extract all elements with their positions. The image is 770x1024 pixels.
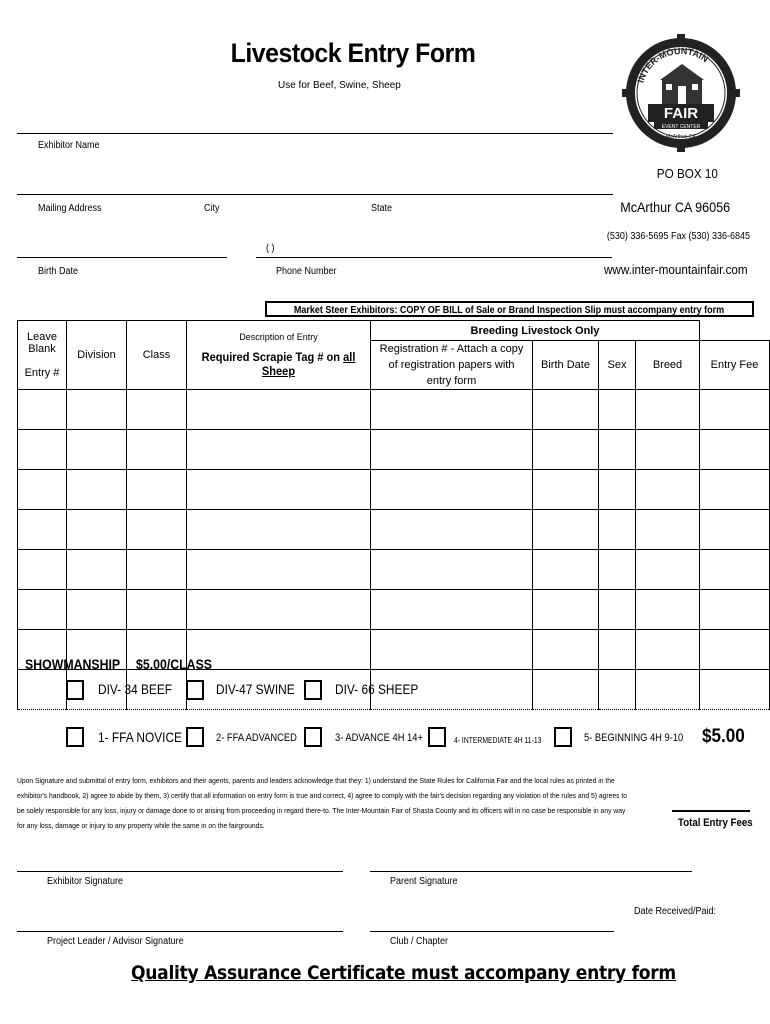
div-66-sheep-checkbox[interactable]: [304, 680, 322, 700]
description-header: Description of Entry Required Scrapie Tag # on all Sheep: [187, 321, 371, 390]
table-row: [18, 390, 770, 430]
club-label: Club / Chapter: [390, 936, 449, 947]
city-zip: McArthur CA 96056: [620, 199, 730, 215]
legal-text: Upon Signature and submittal of entry form, exhibitors and their agents, parents and leaders acknowledge that they: 1) understand the State Rules for California Fair and the local rules as printed in the exhibitor's handbook, 2) agree to abide by them, 3) certify that all information on entry form is true and correct, 4) agree to comply with the fair's decision regarding any violation of the rules and 5) agrees to be solely responsible for any loss, injury or damage done to or arising from proceeding in regard there-to. The Inter-Mountain Fair of Shasta County and its officers will in no case be responsible in any way for any loss, damage or injury to any property while the same in on the fairgrounds.: [17, 776, 628, 830]
entry-fee-header: Entry Fee: [700, 341, 770, 390]
exhibitor-name-label: Exhibitor Name: [38, 140, 100, 151]
birth-date-label: Birth Date: [38, 266, 79, 277]
phone-number-label: Phone Number: [276, 266, 337, 277]
form-title: Livestock Entry Form: [230, 38, 476, 68]
breeding-header: Breeding Livestock Only: [371, 321, 700, 341]
form-subtitle: Use for Beef, Swine, Sheep: [278, 80, 401, 91]
logo-bottom-text: McArthur, CA: [666, 134, 696, 140]
table-row: [18, 550, 770, 590]
div-47-swine-label: DIV-47 SWINE: [216, 681, 295, 697]
table-row: [18, 590, 770, 630]
exhibitor-signature-line[interactable]: [17, 871, 343, 872]
intermediate-4h-label: 4- INTERMEDIATE 4H 11-13: [454, 736, 542, 745]
parent-signature-line[interactable]: [370, 871, 692, 872]
ffa-novice-label: 1- FFA NOVICE: [98, 729, 182, 745]
total-fees-line[interactable]: [672, 810, 750, 812]
total-entry-fees-label: Total Entry Fees: [678, 817, 753, 829]
project-leader-label: Project Leader / Advisor Signature: [47, 936, 184, 947]
logo-sub-text: EVENT CENTER: [661, 124, 701, 130]
class-header: Class: [127, 321, 187, 390]
exhibitor-name-line[interactable]: [17, 133, 613, 134]
beginning-4h-checkbox[interactable]: [554, 727, 572, 747]
intermediate-4h-checkbox[interactable]: [428, 727, 446, 747]
market-steer-banner: Market Steer Exhibitors: COPY OF BILL of Sale or Brand Inspection Slip must accompany entry form: [265, 301, 754, 317]
division-header: Division: [67, 321, 127, 390]
table-row: [18, 430, 770, 470]
div-47-swine-checkbox[interactable]: [186, 680, 204, 700]
date-received-label: Date Received/Paid:: [634, 906, 717, 917]
div-66-sheep-label: DIV- 66 SHEEP: [335, 681, 419, 697]
city-label: City: [204, 203, 220, 214]
advance-4h-label: 3- ADVANCE 4H 14+: [335, 732, 423, 744]
sex-header: Sex: [599, 341, 636, 390]
entry-number-header: Leave Blank Entry #: [18, 321, 67, 390]
ffa-novice-checkbox[interactable]: [66, 727, 84, 747]
div-34-beef-checkbox[interactable]: [66, 680, 84, 700]
logo-main-text: FAIR: [663, 105, 699, 122]
project-leader-line[interactable]: [17, 931, 343, 932]
showmanship-fee: $5.00: [702, 726, 745, 747]
beginning-4h-label: 5- BEGINNING 4H 9-10: [584, 732, 684, 744]
logo-top-text: INTER-MOUNTAIN: [635, 45, 711, 84]
state-label: State: [371, 203, 393, 214]
table-row: [18, 510, 770, 550]
po-box: PO BOX 10: [656, 166, 718, 181]
div-34-beef-label: DIV- 34 BEEF: [98, 681, 173, 697]
ffa-advanced-label: 2- FFA ADVANCED: [216, 732, 297, 744]
phone-fax: (530) 336-5695 Fax (530) 336-6845: [606, 231, 750, 242]
advance-4h-checkbox[interactable]: [304, 727, 322, 747]
address-line[interactable]: [17, 194, 613, 195]
registration-header: Registration # - Attach a copy of registration papers with entry form: [371, 341, 533, 390]
showmanship-heading: SHOWMANSHIP $5.00/CLASS: [25, 656, 212, 672]
parent-signature-label: Parent Signature: [390, 876, 458, 887]
breed-header: Breed: [636, 341, 700, 390]
entry-table: [17, 320, 770, 710]
phone-line[interactable]: [256, 257, 612, 258]
fair-logo: [622, 34, 740, 152]
birth-date-header: Birth Date: [533, 341, 599, 390]
table-row: [18, 470, 770, 510]
phone-parens: ( ): [266, 243, 275, 254]
ffa-advanced-checkbox[interactable]: [186, 727, 204, 747]
birth-date-line[interactable]: [17, 257, 227, 258]
exhibitor-signature-label: Exhibitor Signature: [47, 876, 124, 887]
website: www.inter-mountainfair.com: [604, 262, 748, 277]
mailing-address-label: Mailing Address: [38, 203, 102, 214]
club-line[interactable]: [370, 931, 614, 932]
quality-assurance-notice: Quality Assurance Certificate must accompany entry form: [131, 962, 676, 984]
